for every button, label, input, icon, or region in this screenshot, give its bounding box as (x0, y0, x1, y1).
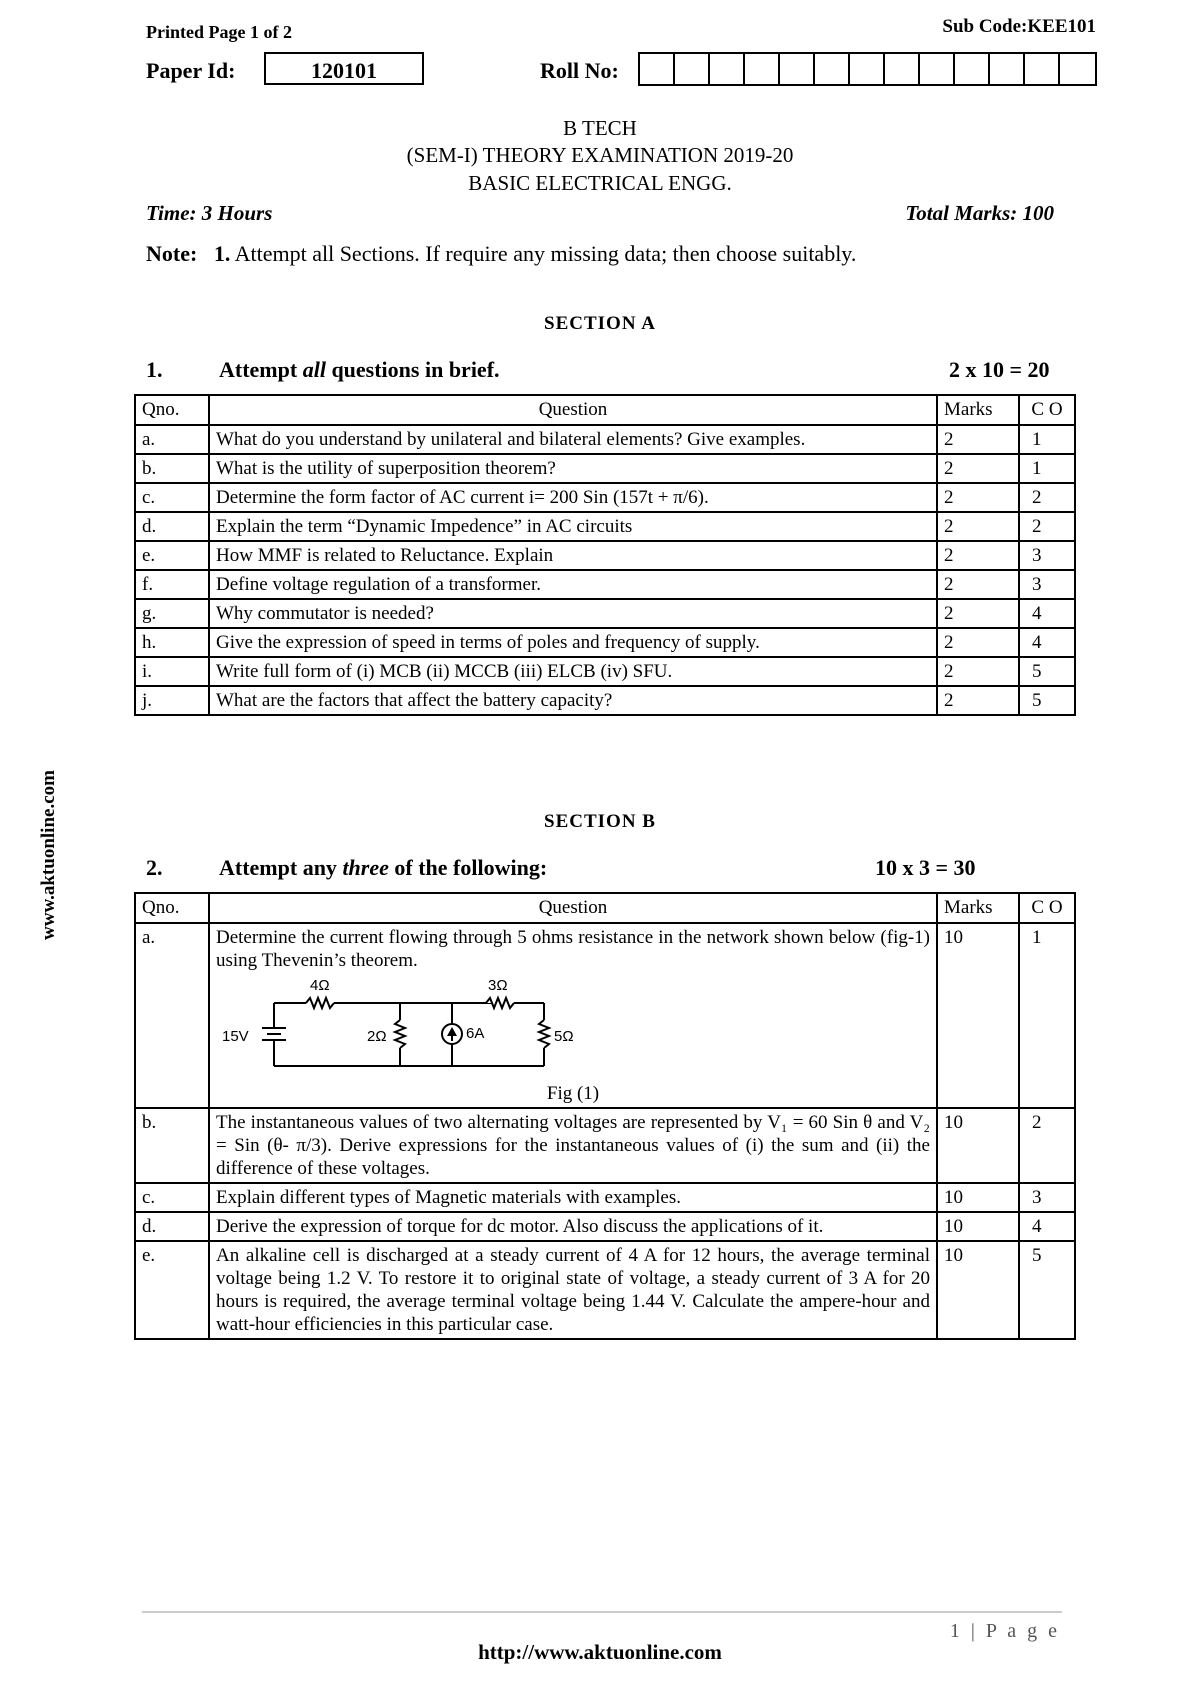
question-marks: 2 (937, 599, 1019, 628)
section-b-title: SECTION B (544, 811, 656, 832)
section-b-table (134, 892, 1076, 1340)
current-source-label: 6A (466, 1025, 485, 1042)
table-header-row (135, 893, 1075, 923)
course-outcome: 4 (1019, 628, 1075, 657)
question-label: g. (135, 599, 209, 628)
question-text: The instantaneous values of two alternating voltages are represented by V₁ = 60 Sin θ and V₂ = Sin (θ- π/3). Derive expressions for the instantaneous values of (i) the sum and (ii) the difference of these voltages. (209, 1108, 937, 1183)
question-label: d. (135, 512, 209, 541)
section-b-marks: 10 x 3 = 30 (875, 855, 976, 880)
paper-id-box: 120101 (264, 52, 424, 85)
question-label: e. (135, 541, 209, 570)
question-text: An alkaline cell is discharged at a steady current of 4 A for 12 hours, the average terminal voltage being 1.2 V. To restore it to original state of voltage, a steady current of 3 A for 20 hours is required, the average terminal voltage being 1.44 V. Calculate the ampere-hour and watt-hour efficiencies in this particular case. (209, 1241, 937, 1339)
question-text-content: Determine the current flowing through 5 ohms resistance in the network shown below (fig-1) using Thevenin’s theorem. (216, 927, 930, 971)
question-marks: 2 (937, 628, 1019, 657)
question-text (209, 923, 937, 1108)
column-header: Question (209, 893, 937, 923)
question-text: Write full form of (i) MCB (ii) MCCB (iii) ELCB (iv) SFU. (209, 657, 937, 686)
course-outcome: 2 (1019, 483, 1075, 512)
circuit-diagram (222, 978, 562, 1078)
column-header: Marks (937, 893, 1019, 923)
roll-no-cell (850, 54, 885, 84)
roll-no-cell (815, 54, 850, 84)
question-marks: 2 (937, 512, 1019, 541)
degree-title: B TECH (563, 116, 637, 140)
table-row (135, 483, 1075, 512)
question-text: What do you understand by unilateral and bilateral elements? Give examples. (209, 425, 937, 454)
question-text: Give the expression of speed in terms of poles and frequency of supply. (209, 628, 937, 657)
question-label: i. (135, 657, 209, 686)
course-outcome: 2 (1019, 512, 1075, 541)
question-text: What are the factors that affect the battery capacity? (209, 686, 937, 715)
table-row (135, 541, 1075, 570)
table-row (135, 512, 1075, 541)
question-text: What is the utility of superposition theorem? (209, 454, 937, 483)
table-row (135, 425, 1075, 454)
table-row (135, 1241, 1075, 1339)
printed-page: Printed Page 1 of 2 (146, 22, 292, 42)
question-label: j. (135, 686, 209, 715)
resistor-2-label: 2Ω (367, 1028, 387, 1045)
roll-no-label: Roll No: (540, 58, 619, 83)
instruction-text-end: questions in brief. (325, 357, 500, 382)
instruction-emphasis: all (302, 357, 326, 382)
question-marks: 10 (937, 923, 1019, 1108)
roll-no-cell (675, 54, 710, 84)
roll-no-cell (780, 54, 815, 84)
subject-title: BASIC ELECTRICAL ENGG. (468, 171, 732, 195)
table-row (135, 923, 1075, 1108)
question-text: How MMF is related to Reluctance. Explain (209, 541, 937, 570)
question-label: b. (135, 1108, 209, 1183)
table-row (135, 1212, 1075, 1241)
section-a-instruction (146, 357, 500, 383)
instruction-text: Attempt any (219, 855, 343, 880)
table-row (135, 657, 1075, 686)
footer-divider (142, 1611, 1062, 1613)
instruction-text-end: of the following: (388, 855, 548, 880)
note-text: Attempt all Sections. If require any missing data; then choose suitably. (234, 241, 857, 266)
section-b-instruction (146, 855, 547, 881)
section-a-marks: 2 x 10 = 20 (949, 357, 1050, 382)
roll-no-cell (1025, 54, 1060, 84)
question-text: Derive the expression of torque for dc motor. Also discuss the applications of it. (209, 1212, 937, 1241)
question-marks: 10 (937, 1183, 1019, 1212)
question-label: f. (135, 570, 209, 599)
roll-no-cell (745, 54, 780, 84)
table-row (135, 1183, 1075, 1212)
question-marks: 2 (937, 686, 1019, 715)
table-row (135, 628, 1075, 657)
sub-code: Sub Code:KEE101 (942, 16, 1096, 37)
course-outcome: 2 (1019, 1108, 1075, 1183)
footer-url: http://www.aktuonline.com (478, 1640, 722, 1664)
course-outcome: 3 (1019, 1183, 1075, 1212)
roll-no-cell (920, 54, 955, 84)
question-number: 2. (146, 855, 163, 880)
question-text: Determine the form factor of AC current i= 200 Sin (157t + π/6). (209, 483, 937, 512)
question-marks: 10 (937, 1108, 1019, 1183)
course-outcome: 4 (1019, 599, 1075, 628)
table-row (135, 599, 1075, 628)
question-marks: 10 (937, 1241, 1019, 1339)
column-header: C O (1019, 395, 1075, 425)
question-label: d. (135, 1212, 209, 1241)
question-marks: 2 (937, 657, 1019, 686)
course-outcome: 4 (1019, 1212, 1075, 1241)
question-label: c. (135, 483, 209, 512)
table-header-row (135, 395, 1075, 425)
instruction-text: Attempt (219, 357, 303, 382)
note-number: 1. (213, 241, 231, 266)
question-marks: 2 (937, 570, 1019, 599)
total-marks: Total Marks: 100 (905, 201, 1054, 225)
question-marks: 2 (937, 425, 1019, 454)
question-label: e. (135, 1241, 209, 1339)
course-outcome: 5 (1019, 1241, 1075, 1339)
table-row (135, 454, 1075, 483)
course-outcome: 5 (1019, 686, 1075, 715)
note (146, 241, 856, 267)
question-label: a. (135, 425, 209, 454)
column-header: Qno. (135, 395, 209, 425)
roll-no-cell (885, 54, 920, 84)
question-label: a. (135, 923, 209, 1108)
section-a-title: SECTION A (544, 313, 656, 334)
roll-no-boxes (638, 52, 1097, 86)
course-outcome: 3 (1019, 541, 1075, 570)
question-marks: 2 (937, 483, 1019, 512)
instruction-emphasis: three (342, 855, 389, 880)
table-row (135, 1108, 1075, 1183)
circuit-figure (222, 977, 574, 1078)
figure-caption: Fig (1) (546, 1083, 600, 1104)
roll-no-cell (710, 54, 745, 84)
course-outcome: 3 (1019, 570, 1075, 599)
section-a-table (134, 394, 1076, 716)
question-label: h. (135, 628, 209, 657)
column-header: Qno. (135, 893, 209, 923)
question-marks: 2 (937, 454, 1019, 483)
time-allowed: Time: 3 Hours (146, 201, 273, 225)
question-label: c. (135, 1183, 209, 1212)
course-outcome: 5 (1019, 657, 1075, 686)
resistor-5-label: 5Ω (554, 1028, 574, 1045)
side-website-url: www.aktuonline.com (38, 770, 59, 940)
question-number: 1. (146, 357, 163, 382)
note-label: Note: (146, 241, 198, 266)
question-text: Define voltage regulation of a transformer. (209, 570, 937, 599)
column-header: Marks (937, 395, 1019, 425)
table-row (135, 570, 1075, 599)
exam-title: (SEM-I) THEORY EXAMINATION 2019-20 (406, 143, 794, 167)
page-number: 1 | P a g e (949, 1620, 1060, 1642)
course-outcome: 1 (1019, 425, 1075, 454)
table-row (135, 686, 1075, 715)
question-marks: 10 (937, 1212, 1019, 1241)
roll-no-cell (640, 54, 675, 84)
column-header: C O (1019, 893, 1075, 923)
roll-no-cell (990, 54, 1025, 84)
question-text: Explain different types of Magnetic materials with examples. (209, 1183, 937, 1212)
question-label: b. (135, 454, 209, 483)
course-outcome: 1 (1019, 923, 1075, 1108)
question-text: Why commutator is needed? (209, 599, 937, 628)
paper-id-label: Paper Id: (146, 58, 236, 83)
column-header: Question (209, 395, 937, 425)
voltage-source-label: 15V (222, 1028, 249, 1045)
question-marks: 2 (937, 541, 1019, 570)
resistor-4-label: 4Ω (310, 977, 330, 994)
resistor-3-label: 3Ω (488, 977, 508, 994)
roll-no-cell (955, 54, 990, 84)
question-text: Explain the term “Dynamic Impedence” in AC circuits (209, 512, 937, 541)
roll-no-cell (1060, 54, 1095, 84)
course-outcome: 1 (1019, 454, 1075, 483)
